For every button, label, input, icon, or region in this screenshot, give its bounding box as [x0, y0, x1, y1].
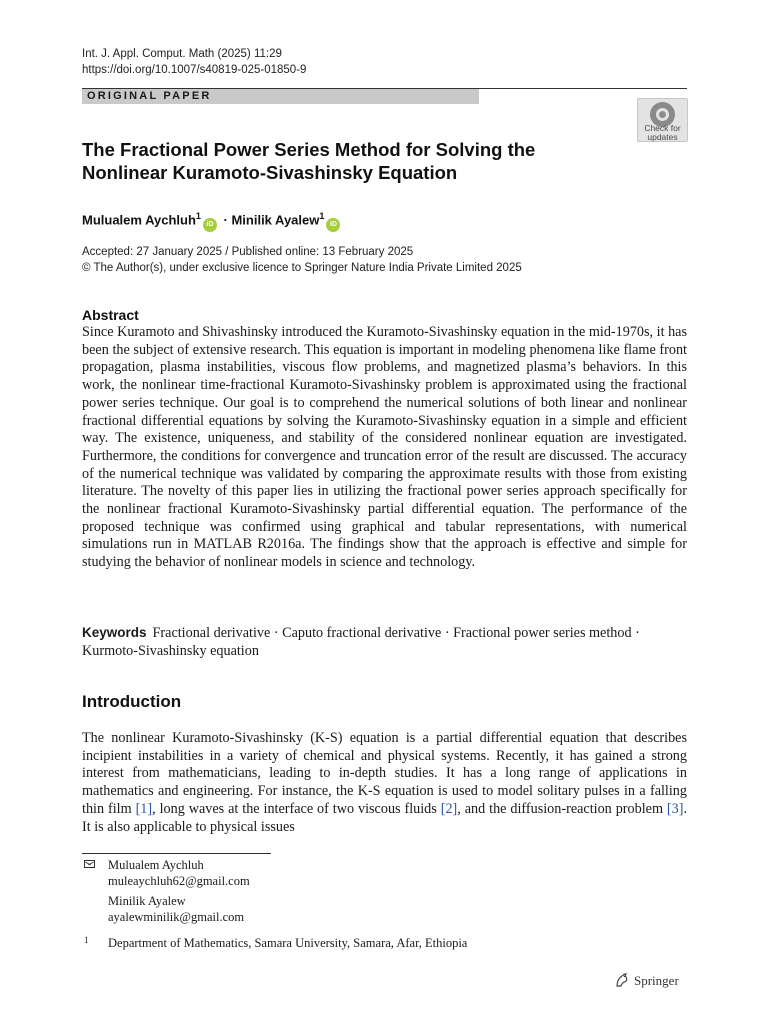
- badge-line-1: Check for: [644, 123, 681, 133]
- corresponding-author: [108, 857, 250, 889]
- journal-header: [82, 47, 306, 78]
- introduction-text: [82, 730, 687, 836]
- check-for-updates-badge[interactable]: [637, 98, 688, 142]
- footnote-author-2-email[interactable]: ayalewminilik@gmail.com: [108, 910, 245, 924]
- reference-link-1[interactable]: [1]: [135, 800, 153, 817]
- author-separator: ·: [219, 212, 232, 228]
- intro-text-d: . It is also applicable to physical issues: [82, 800, 687, 835]
- article-type-label: ORIGINAL PAPER: [87, 90, 212, 102]
- orcid-icon[interactable]: iD: [203, 218, 217, 232]
- author-name-1[interactable]: Mulualem Aychluh: [82, 212, 196, 228]
- affiliation-text: Department of Mathematics, Samara University, Samara, Afar, Ethiopia: [108, 936, 468, 950]
- author-affil-2: 1: [319, 211, 325, 221]
- reference-link-2[interactable]: [2]: [440, 800, 458, 817]
- intro-text-c: , and the diffusion-reaction problem: [457, 800, 667, 817]
- affiliation-number: 1: [84, 935, 89, 945]
- introduction-heading: Introduction: [82, 692, 182, 711]
- check-for-updates-text: [638, 124, 687, 142]
- keywords-section: [82, 624, 687, 660]
- reference-link-3[interactable]: [3]: [666, 800, 684, 817]
- springer-horse-icon: [614, 972, 630, 988]
- author-name-2[interactable]: Minilik Ayalew: [231, 212, 320, 228]
- keywords-label: Keywords: [82, 625, 147, 640]
- abstract-text: Since Kuramoto and Shivashinsky introduced the Kuramoto-Sivashinsky equation in the mid-1970s, it has been the subject of extensive research. This equation is important in modeling phenomena like flame front propagation, plasma instabilities, viscous flow problems, and magnetized plasma’s behaviors. In this work, the nonlinear time-fractional Kuramoto-Sivashinsky problem is approximated using the fractional power series technique. Our goal is to comprehend the numerical solutions of both linear and nonlinear fractional differential equations by solving the Kuramoto-Sivashinsky equation in a simple and efficient way. The existence, uniqueness, and stability of the considered nonlinear equation are investigated. Furthermore, the conditions for convergence and truncation error of the result are discussed. The accuracy of the numerical technique was validated by comparing the approximate results with those from existing literature. The novelty of this paper lies in utilizing the fractional power series approach specifically for the nonlinear fractional Kuramoto-Sivashinsky partial differential equation. The performance of the proposed technique was confirmed using graphical and tabular representations, with numerical simulations run in MATLAB R2016a. The findings show that the approach is effective and simple for studying the behavior of nonlinear models in science and technology.: [82, 324, 687, 571]
- journal-citation: Int. J. Appl. Comput. Math (2025) 11:29: [82, 48, 282, 60]
- abstract-heading: Abstract: [82, 307, 139, 323]
- publisher-name: Springer: [634, 973, 679, 988]
- accepted-published-line: Accepted: 27 January 2025 / Published online: 13 February 2025: [82, 246, 414, 258]
- badge-line-2: updates: [647, 132, 678, 142]
- intro-text-a: The nonlinear Kuramoto-Sivashinsky (K-S) equation is a partial differential equation that describes incipient instabilities in a variety of chemical and physical systems. Recently, it has gained a strong interest from mathematicians, leading to in-depth studies. It has a long range of applications in mathematics and engineering. For instance, the K-S equation is used to model solitary pulses in a falling thin film: [82, 730, 687, 817]
- author-affil-1: 1: [195, 211, 201, 221]
- keywords-text: Fractional derivative · Caputo fractional derivative · Fractional power series method · Kurmoto-Sivashinsky equation: [82, 625, 640, 659]
- publisher-logo: [614, 972, 679, 990]
- envelope-icon: [84, 860, 95, 868]
- author-list: [82, 207, 343, 232]
- footnote-rule: [82, 853, 271, 854]
- footnote-author-1-name: Mulualem Aychluh: [108, 858, 204, 872]
- title-line-1: The Fractional Power Series Method for Solving the: [82, 139, 536, 160]
- orcid-icon[interactable]: iD: [326, 218, 340, 232]
- publication-dates: [82, 245, 522, 276]
- title-line-2: Nonlinear Kuramoto-Sivashinsky Equation: [82, 162, 458, 183]
- footnote-author-2-name: Minilik Ayalew: [108, 894, 186, 908]
- paper-title: [82, 138, 602, 184]
- footnote-author-1-email[interactable]: muleaychluh62@gmail.com: [108, 874, 250, 888]
- doi-link[interactable]: https://doi.org/10.1007/s40819-025-01850-9: [82, 63, 307, 76]
- second-author: [108, 893, 244, 925]
- article-type-bar: [82, 88, 687, 104]
- copyright-line: © The Author(s), under exclusive licence to Springer Nature India Private Limited 2025: [82, 261, 522, 274]
- intro-text-b: , long waves at the interface of two viscous fluids: [152, 800, 441, 817]
